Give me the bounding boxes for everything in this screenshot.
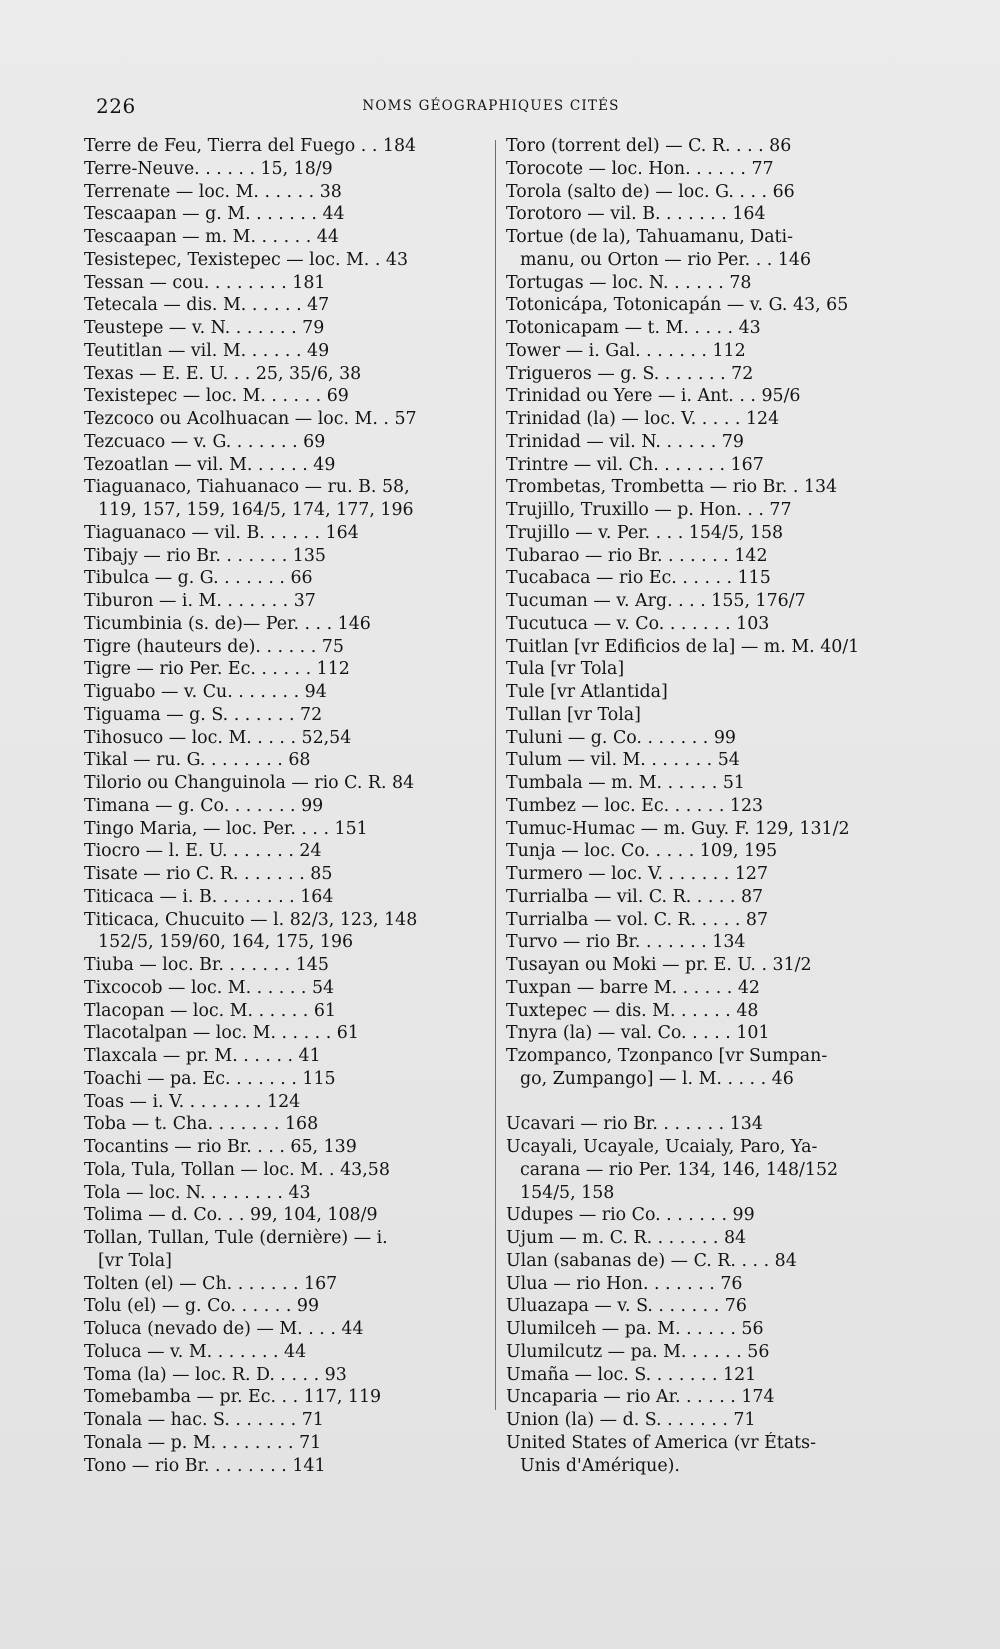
entry-continuation-line: Unis d'Amérique). <box>520 1455 680 1476</box>
entry-line: Umaña — loc. S. . . . . . . 121 <box>506 1364 757 1385</box>
entry-line: Tucutuca — v. Co. . . . . . . 103 <box>506 613 770 634</box>
index-entry <box>506 431 898 454</box>
index-entry <box>506 1386 898 1409</box>
index-entry <box>84 431 484 454</box>
index-entry <box>84 272 484 295</box>
index-entry <box>506 818 898 841</box>
index-entry <box>84 772 484 795</box>
entry-line: Tigre — rio Per. Ec. . . . . . 112 <box>84 659 350 680</box>
index-entry <box>506 385 898 408</box>
index-entry <box>506 977 898 1000</box>
entry-line: Ticumbinia (s. de)— Per. . . . 146 <box>84 613 371 634</box>
index-entry <box>84 795 484 818</box>
entry-line: Ulua — rio Hon. . . . . . . 76 <box>506 1273 743 1294</box>
entry-line: Tola, Tula, Tollan — loc. M. . 43,58 <box>84 1159 390 1180</box>
entry-line: Uncaparia — rio Ar. . . . . . 174 <box>506 1387 775 1408</box>
entry-line: Terre-Neuve. . . . . . 15, 18/9 <box>84 158 333 179</box>
entry-line: Trujillo — v. Per. . . . 154/5, 158 <box>506 522 784 543</box>
index-entry <box>506 931 898 954</box>
index-entry <box>506 749 898 772</box>
index-entry <box>506 658 898 681</box>
entry-line: Titicaca, Chucuito — l. 82/3, 123, 148 <box>84 909 418 930</box>
entry-line: Texas — E. E. U. . . 25, 35/6, 38 <box>84 363 362 384</box>
index-entry <box>506 636 898 659</box>
index-column-left <box>84 135 484 1477</box>
index-entry <box>84 340 484 363</box>
entry-line: Torotoro — vil. B. . . . . . . 164 <box>506 204 766 225</box>
index-entry <box>84 1022 484 1045</box>
entry-line: Tola — loc. N. . . . . . . . 43 <box>84 1182 311 1203</box>
index-entry <box>506 476 898 499</box>
index-entry <box>506 795 898 818</box>
page-number: 226 <box>96 94 136 118</box>
entry-line: Tetecala — dis. M. . . . . . 47 <box>84 295 330 316</box>
index-entry <box>84 749 484 772</box>
index-entry <box>506 135 898 158</box>
entry-line: Tesistepec, Texistepec — loc. M. . 43 <box>84 249 409 270</box>
index-entry <box>84 613 484 636</box>
entry-line: Teutitlan — vil. M. . . . . . 49 <box>84 340 330 361</box>
entry-continuation-line: 152/5, 159/60, 164, 175, 196 <box>98 932 354 953</box>
entry-line: Tingo Maria, — loc. Per. . . . 151 <box>84 818 368 839</box>
index-entry <box>506 681 898 704</box>
entry-line: Terrenate — loc. M. . . . . . 38 <box>84 181 342 202</box>
index-entry <box>84 1318 484 1341</box>
index-entry <box>84 704 484 727</box>
entry-continuation-line: manu, ou Orton — rio Per. . . 146 <box>520 249 812 270</box>
entry-line: Tocantins — rio Br. . . . 65, 139 <box>84 1137 357 1157</box>
entry-line: Toro (torrent del) — C. R. . . . 86 <box>506 136 792 156</box>
index-entry <box>506 1295 898 1318</box>
entry-line: Tihosuco — loc. M. . . . . 52,54 <box>84 727 352 748</box>
index-entry <box>506 1136 898 1204</box>
entry-continuation-line: [vr Tola] <box>98 1250 172 1271</box>
entry-line: Turmero — loc. V. . . . . . . 127 <box>506 864 769 884</box>
entry-line: Trinidad ou Yere — i. Ant. . . 95/6 <box>506 386 801 407</box>
column-divider <box>495 140 496 1410</box>
index-entry <box>84 1432 484 1455</box>
index-entry <box>84 1227 484 1273</box>
entry-continuation-line: go, Zumpango] — l. M. . . . . 46 <box>520 1068 794 1089</box>
entry-line: Tibulca — g. G. . . . . . . 66 <box>84 568 313 589</box>
entry-line: Tilorio ou Changuinola — rio C. R. 84 <box>84 773 415 793</box>
index-entry <box>506 613 898 636</box>
index-entry <box>84 1273 484 1296</box>
index-entry <box>506 545 898 568</box>
entry-continuation-line: 119, 157, 159, 164/5, 174, 177, 196 <box>98 500 414 520</box>
entry-line: Ucavari — rio Br. . . . . . . 134 <box>506 1114 763 1135</box>
entry-line: Tumuc-Humac — m. Guy. F. 129, 131/2 <box>506 818 850 839</box>
index-entry <box>84 1068 484 1091</box>
entry-line: Tiaguanaco, Tiahuanaco — ru. B. 58, <box>84 477 410 498</box>
index-entry <box>506 567 898 590</box>
entry-line: Tortugas — loc. N. . . . . . 78 <box>506 272 752 293</box>
entry-line: Totonicápa, Totonicapán — v. G. 43, 65 <box>506 295 849 316</box>
index-entry <box>84 681 484 704</box>
index-entry <box>506 840 898 863</box>
entry-line: Udupes — rio Co. . . . . . . 99 <box>506 1205 755 1226</box>
index-entry <box>84 135 484 158</box>
index-entry <box>84 636 484 659</box>
entry-line: Trinidad (la) — loc. V. . . . . 124 <box>506 409 780 429</box>
index-entry <box>84 840 484 863</box>
index-entry <box>506 294 898 317</box>
entry-line: Tezcoco ou Acolhuacan — loc. M. . 57 <box>84 409 417 429</box>
entry-line: Tumbez — loc. Ec. . . . . . 123 <box>506 795 764 816</box>
index-entry <box>506 1318 898 1341</box>
entry-line: Tomebamba — pr. Ec. . . 117, 119 <box>84 1387 382 1408</box>
index-entry <box>506 1273 898 1296</box>
entry-line: Tescaapan — m. M. . . . . . 44 <box>84 227 339 247</box>
index-entry <box>506 1022 898 1045</box>
entry-line: Tlaxcala — pr. M. . . . . . 41 <box>84 1046 321 1066</box>
index-entry <box>506 226 898 272</box>
entry-line: Titicaca — i. B. . . . . . . . 164 <box>84 886 334 907</box>
index-entry <box>84 363 484 386</box>
entry-line: Tuitlan [vr Edificios de la] — m. M. 40/1 <box>506 636 860 657</box>
index-entry <box>84 158 484 181</box>
index-entry <box>84 818 484 841</box>
entry-line: Tiburon — i. M. . . . . . . 37 <box>84 591 316 611</box>
index-entry <box>506 499 898 522</box>
entry-line: Tower — i. Gal. . . . . . . 112 <box>506 340 746 361</box>
entry-line: Uluazapa — v. S. . . . . . . 76 <box>506 1296 747 1317</box>
entry-line: Tikal — ru. G. . . . . . . . 68 <box>84 750 311 771</box>
index-entry <box>84 181 484 204</box>
index-entry <box>506 522 898 545</box>
entry-line: Ulumilcutz — pa. M. . . . . . 56 <box>506 1341 770 1362</box>
entry-line: Teustepe — v. N. . . . . . . 79 <box>84 318 325 338</box>
entry-line: Union (la) — d. S. . . . . . . 71 <box>506 1410 756 1430</box>
entry-line: Tiuba — loc. Br. . . . . . . 145 <box>84 955 329 975</box>
entry-line: Tullan [vr Tola] <box>506 704 641 725</box>
index-entry <box>506 317 898 340</box>
index-entry <box>506 1000 898 1023</box>
index-entry <box>506 181 898 204</box>
index-entry <box>84 1409 484 1432</box>
entry-line: Ulumilceh — pa. M. . . . . . 56 <box>506 1319 764 1339</box>
index-entry <box>506 272 898 295</box>
entry-line: Tnyra (la) — val. Co. . . . . 101 <box>506 1023 770 1044</box>
index-entry <box>84 1136 484 1159</box>
entry-continuation-line: 154/5, 158 <box>520 1182 615 1203</box>
index-entry <box>84 1204 484 1227</box>
entry-line: Totonicapam — t. M. . . . . 43 <box>506 318 761 338</box>
index-entry <box>506 1341 898 1364</box>
index-entry <box>506 886 898 909</box>
index-entry <box>84 1364 484 1387</box>
entry-line: Turvo — rio Br. . . . . . . 134 <box>506 932 746 953</box>
index-entry <box>84 408 484 431</box>
entry-line: Tiaguanaco — vil. B. . . . . . 164 <box>84 522 359 543</box>
entry-line: Tolten (el) — Ch. . . . . . . 167 <box>84 1273 338 1294</box>
entry-line: Tiguabo — v. Cu. . . . . . . 94 <box>84 682 327 702</box>
index-entry <box>506 1113 898 1136</box>
index-entry <box>506 340 898 363</box>
entry-line: Tucuman — v. Arg. . . . 155, 176/7 <box>506 591 806 611</box>
entry-line: Torocote — loc. Hon. . . . . . 77 <box>506 158 774 179</box>
index-entry <box>84 454 484 477</box>
index-entry <box>506 1045 898 1091</box>
index-entry <box>506 1250 898 1273</box>
index-entry <box>84 545 484 568</box>
index-entry <box>506 1409 898 1432</box>
entry-line: Tisate — rio C. R. . . . . . . 85 <box>84 864 333 884</box>
index-entry <box>506 1364 898 1387</box>
index-entry <box>506 590 898 613</box>
index-entry <box>84 590 484 613</box>
index-entry <box>506 863 898 886</box>
index-entry <box>84 658 484 681</box>
entry-line: Texistepec — loc. M. . . . . . 69 <box>84 386 349 407</box>
entry-line: Tuluni — g. Co. . . . . . . 99 <box>506 727 736 748</box>
index-entry <box>84 1386 484 1409</box>
index-entry <box>84 1091 484 1114</box>
index-entry <box>506 772 898 795</box>
entry-line: Tezcuaco — v. G. . . . . . . 69 <box>84 431 326 452</box>
entry-line: Tono — rio Br. . . . . . . . 141 <box>84 1455 326 1476</box>
index-entry <box>506 158 898 181</box>
index-entry <box>84 385 484 408</box>
index-entry <box>506 363 898 386</box>
index-entry <box>84 476 484 522</box>
index-entry <box>506 1432 898 1478</box>
entry-line: Toluca (nevado de) — M. . . . 44 <box>84 1319 364 1339</box>
entry-line: Tiocro — l. E. U. . . . . . . 24 <box>84 841 322 862</box>
entry-line: Tollan, Tullan, Tule (dernière) — i. <box>84 1228 388 1248</box>
entry-line: Tzompanco, Tzonpanco [vr Sumpan- <box>506 1046 828 1066</box>
entry-line: Trintre — vil. Ch. . . . . . . 167 <box>506 454 764 475</box>
entry-line: Tezoatlan — vil. M. . . . . . 49 <box>84 454 336 475</box>
index-entry <box>84 203 484 226</box>
entry-line: Ucayali, Ucayale, Ucaialy, Paro, Ya- <box>506 1137 818 1157</box>
entry-line: Tixcocob — loc. M. . . . . . 54 <box>84 977 335 998</box>
entry-line: Ulan (sabanas de) — C. R. . . . 84 <box>506 1250 797 1271</box>
index-entry <box>84 1000 484 1023</box>
page-header <box>96 94 886 122</box>
entry-line: Tula [vr Tola] <box>506 659 625 680</box>
index-entry <box>84 886 484 909</box>
entry-line: Tlacotalpan — loc. M. . . . . . 61 <box>84 1023 359 1044</box>
entry-line: Tunja — loc. Co. . . . . 109, 195 <box>506 841 778 862</box>
entry-line: Tucabaca — rio Ec. . . . . . 115 <box>506 568 771 589</box>
index-entry <box>506 454 898 477</box>
index-entry <box>84 522 484 545</box>
entry-line: Tolima — d. Co. . . 99, 104, 108/9 <box>84 1205 378 1226</box>
entry-line: Timana — g. Co. . . . . . . 99 <box>84 795 324 816</box>
entry-line: Tule [vr Atlantida] <box>506 682 668 702</box>
entry-line: Tumbala — m. M. . . . . . 51 <box>506 773 745 793</box>
entry-line: Tolu (el) — g. Co. . . . . . 99 <box>84 1296 320 1317</box>
entry-line: Torola (salto de) — loc. G. . . . 66 <box>506 181 795 202</box>
entry-line: Trinidad — vil. N. . . . . . 79 <box>506 431 744 452</box>
entry-line: Tonala — p. M. . . . . . . . 71 <box>84 1432 322 1453</box>
entry-line: Turrialba — vil. C. R. . . . . 87 <box>506 886 764 907</box>
index-entry <box>84 1455 484 1478</box>
index-entry <box>506 704 898 727</box>
entry-line: Tuxtepec — dis. M. . . . . . 48 <box>506 1000 759 1021</box>
running-title: NOMS GÉOGRAPHIQUES CITÉS <box>362 98 620 114</box>
entry-line: Tubarao — rio Br. . . . . . . 142 <box>506 545 768 566</box>
index-entry <box>84 1182 484 1205</box>
entry-line: Tuxpan — barre M. . . . . . 42 <box>506 977 760 998</box>
entry-line: Toma (la) — loc. R. D. . . . . 93 <box>84 1364 347 1385</box>
entry-line: Tlacopan — loc. M. . . . . . 61 <box>84 1000 336 1021</box>
index-entry <box>506 727 898 750</box>
index-entry <box>506 1204 898 1227</box>
index-entry <box>84 1341 484 1364</box>
index-entry <box>84 567 484 590</box>
index-entry <box>84 954 484 977</box>
entry-line: Toluca — v. M. . . . . . . 44 <box>84 1341 307 1362</box>
index-entry <box>506 408 898 431</box>
index-entry <box>84 1045 484 1068</box>
entry-line: Ujum — m. C. R. . . . . . . 84 <box>506 1228 747 1248</box>
entry-line: Toachi — pa. Ec. . . . . . . 115 <box>84 1068 336 1089</box>
index-entry <box>84 909 484 955</box>
index-entry <box>84 727 484 750</box>
entry-line: Tigre (hauteurs de). . . . . . 75 <box>84 636 344 657</box>
entry-line: United States of America (vr États- <box>506 1432 816 1453</box>
entry-line: Tonala — hac. S. . . . . . . 71 <box>84 1410 324 1430</box>
entry-line: Toas — i. V. . . . . . . . 124 <box>84 1091 301 1112</box>
index-entry <box>506 1227 898 1250</box>
index-column-right <box>506 135 898 1477</box>
section-gap <box>506 1091 898 1114</box>
entry-line: Tibajy — rio Br. . . . . . . 135 <box>84 545 326 566</box>
index-entry <box>84 226 484 249</box>
entry-line: Terre de Feu, Tierra del Fuego . . 184 <box>84 136 417 156</box>
entry-continuation-line: carana — rio Per. 134, 146, 148/152 <box>520 1159 839 1180</box>
index-entry <box>84 294 484 317</box>
entry-line: Trujillo, Truxillo — p. Hon. . . 77 <box>506 500 792 520</box>
entry-line: Toba — t. Cha. . . . . . . 168 <box>84 1114 319 1135</box>
index-entry <box>84 1159 484 1182</box>
entry-line: Tiguama — g. S. . . . . . . 72 <box>84 704 323 725</box>
index-entry <box>84 249 484 272</box>
entry-line: Tortue (de la), Tahuamanu, Dati- <box>506 227 793 247</box>
entry-line: Tusayan ou Moki — pr. E. U. . 31/2 <box>506 955 812 975</box>
index-entry <box>506 954 898 977</box>
entry-line: Turrialba — vol. C. R. . . . . 87 <box>506 909 769 930</box>
index-entry <box>84 1113 484 1136</box>
index-entry <box>506 203 898 226</box>
index-entry <box>84 863 484 886</box>
index-entry <box>84 1295 484 1318</box>
index-entry <box>84 317 484 340</box>
entry-line: Tulum — vil. M. . . . . . . 54 <box>506 750 740 771</box>
entry-line: Tessan — cou. . . . . . . . 181 <box>84 272 326 293</box>
entry-line: Tescaapan — g. M. . . . . . . 44 <box>84 204 345 225</box>
index-entry <box>506 909 898 932</box>
entry-line: Trigueros — g. S. . . . . . . 72 <box>506 363 754 384</box>
index-entry <box>84 977 484 1000</box>
entry-line: Trombetas, Trombetta — rio Br. . 134 <box>506 477 838 498</box>
